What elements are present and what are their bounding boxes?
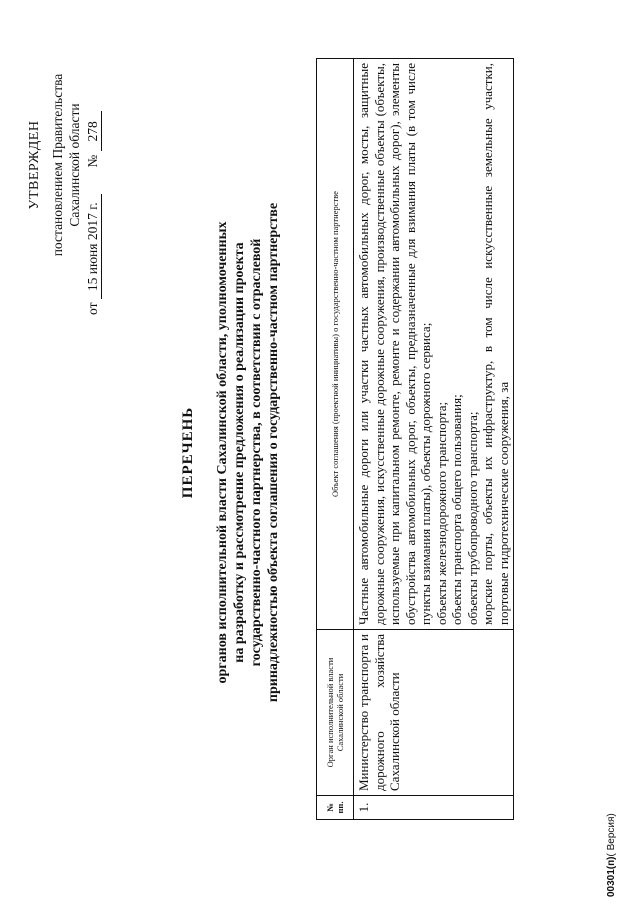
- title-heading: ПЕРЕЧЕНЬ: [180, 406, 196, 499]
- table-row: [354, 59, 514, 820]
- object-item: объекты трубопроводного транспорта;: [464, 411, 480, 625]
- title-line-3: государственно-частного партнерства, в соответствии с отраслевой: [249, 238, 264, 667]
- object-item: Частные автомобильные дороги или участки частных автомобильных дорог, мосты, защитные дорожные сооружения, искусственные дорожные сооружения, производственные объекты (объекты, используемые при капитальном ремонте, ремонте и содержании автомобильных дорог), элементы обустройства автомобильных дорог, объекты, предназначенные для взимания платы (в том числе пункты взимания платы), объекты дорожного сервиса;: [356, 63, 433, 625]
- approval-date-line: [84, 15, 102, 315]
- row-num: 1.: [354, 796, 514, 820]
- footer-code-number: 00301(п): [606, 856, 617, 897]
- header-object: Объект соглашения (проектной инициативы) о государственно-частном партнерстве: [317, 59, 354, 630]
- approval-date: 15 июня 2017 г.: [84, 194, 102, 299]
- table-header-row: [317, 59, 354, 820]
- object-item: объекты транспорта общего пользования;: [449, 394, 464, 625]
- title-line-4: принадлежностью объекта соглашения о государственно-частном партнерстве: [266, 202, 281, 703]
- number-prefix: №: [85, 154, 100, 168]
- header-organ: Орган исполнительной власти Сахалинской области: [317, 630, 354, 796]
- approval-number: 278: [84, 111, 102, 151]
- approval-block: [26, 15, 102, 315]
- approval-stamp: УТВЕРЖДЕН: [27, 120, 42, 210]
- object-item: объекты железнодорожного транспорта;: [433, 401, 449, 625]
- date-prefix: от: [85, 302, 100, 315]
- row-organ: Министерство транспорта и дорожного хозяйства Сахалинской области: [354, 630, 514, 796]
- organ-list-table: [316, 58, 514, 820]
- approval-line-2: Сахалинской области: [67, 103, 82, 227]
- document-title: [180, 160, 282, 745]
- header-num: № пп.: [317, 796, 354, 820]
- footer-version: ( Версия): [606, 813, 617, 857]
- object-item: морские порты, объекты их инфраструктур, в том числе искусственные земельные участки, портовые гидротехнические сооружения, за: [480, 63, 511, 625]
- title-line-2: на разработку и рассмотрение предложения о реализации проекта: [232, 242, 247, 663]
- footer-code: [606, 813, 617, 897]
- approval-line-1: постановлением Правительства: [50, 73, 65, 257]
- title-line-1: органов исполнительной власти Сахалинской области, уполномоченных: [215, 221, 230, 684]
- row-objects: [354, 59, 514, 630]
